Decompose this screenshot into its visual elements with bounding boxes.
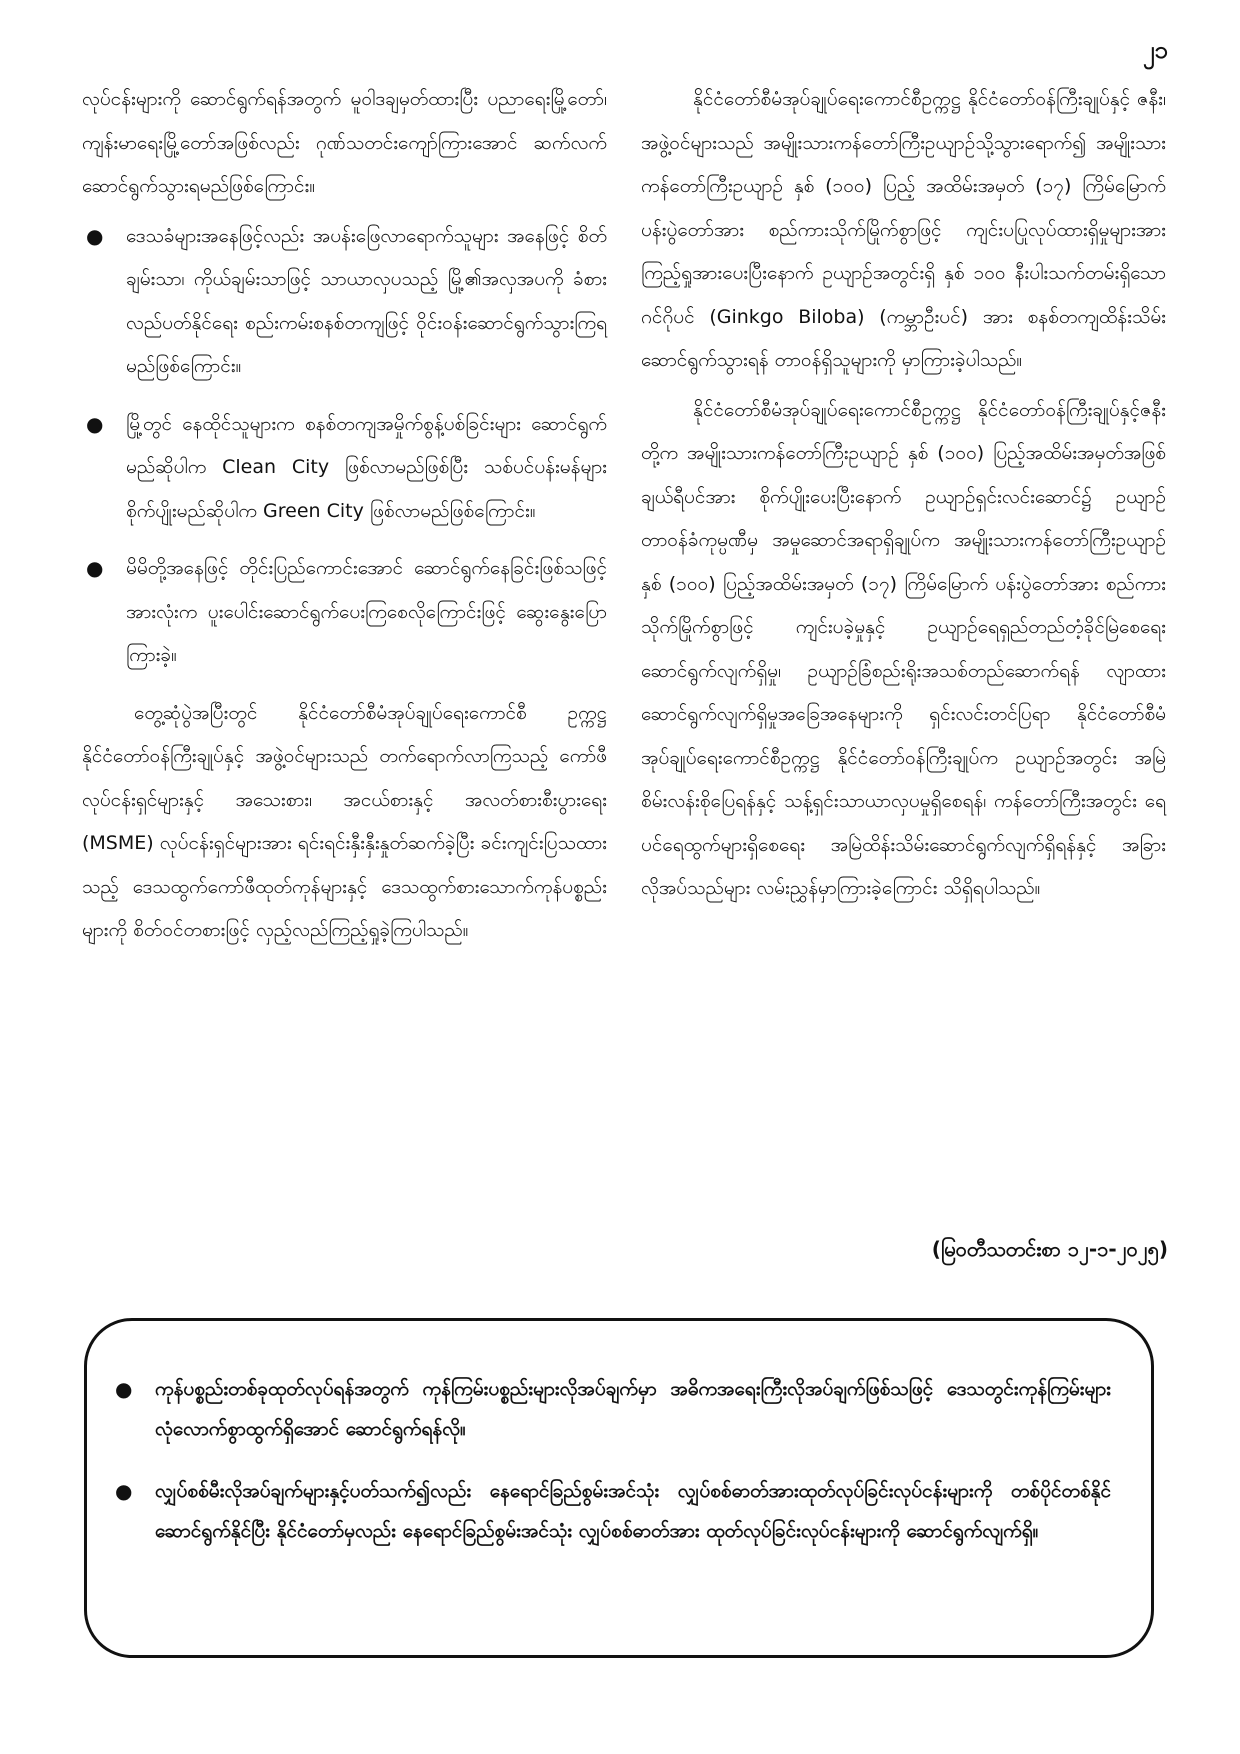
bullet-icon: ● [86, 223, 104, 248]
right-column [641, 78, 1166, 959]
source-citation: (မြဝတီသတင်းစာ ၁၂-၁-၂၀၂၅) [931, 1237, 1168, 1261]
note-bullet-list [113, 1369, 1111, 1551]
closing-paragraph: တွေ့ဆုံပွဲအပြီးတွင် နိုင်ငံတော်စီမံအုပ်ချုပ်ရေးကောင်စီ ဥက္ကဋ္ဌ နိုင်ငံတော်ဝန်ကြီးချုပ်နှင့် အဖွဲ့ဝင်များသည် တက်ရောက်လာကြသည့် ကော်ဖီလုပ်ငန်းရှင်များနှင့် အသေးစား၊ အငယ်စားနှင့် အလတ်စားစီးပွားရေး (MSME) လုပ်ငန်းရှင်များအား ရင်းရင်းနှီးနှီးနှုတ်ဆက်ခဲ့ပြီး ခင်းကျင်းပြသထားသည့် ဒေသထွက်ကော်ဖီထုတ်ကုန်များနှင့် ဒေသထွက်စားသောက်ကုန်ပစ္စည်းများကို စိတ်ဝင်တစားဖြင့် လှည့်လည်ကြည့်ရှုခဲ့ကြပါသည်။ [82, 701, 607, 941]
list-item-text: လျှပ်စစ်မီးလိုအပ်ချက်များနှင့်ပတ်သက်၍လည်း နေရောင်ခြည်စွမ်းအင်သုံး လျှပ်စစ်ဓာတ်အားထုတ်လုပ်ခြင်းလုပ်ငန်းများကို တစ်ပိုင်တစ်နိုင်ဆောင်ရွက်နိုင်ပြီး နိုင်ငံတော်မှလည်း နေရောင်ခြည်စွမ်းအင်သုံး လျှပ်စစ်ဓာတ်အား ထုတ်လုပ်ခြင်းလုပ်ငန်းများကို ဆောင်ရွက်လျက်ရှိ။ [155, 1480, 1111, 1542]
left-bullet-list [82, 215, 607, 678]
list-item-text: ဒေသခံများအနေဖြင့်လည်း အပန်းဖြေလာရောက်သူများ အနေဖြင့် စိတ်ချမ်းသာ၊ ကိုယ်ချမ်းသာဖြင့် သာယာလှပသည့် မြို့၏အလှအပကို ခံစားလည်ပတ်နိုင်ရေး စည်းကမ်းစနစ်တကျဖြင့် ဝိုင်းဝန်းဆောင်ရွက်သွားကြရမည်ဖြစ်ကြောင်း။ [126, 224, 607, 377]
left-column [82, 78, 607, 959]
list-item-text: မိမိတို့အနေဖြင့် တိုင်းပြည်ကောင်းအောင် ဆောင်ရွက်နေခြင်းဖြစ်သဖြင့် အားလုံးက ပူးပေါင်းဆောင်ရွက်ပေးကြစေလိုကြောင်းဖြင့် ဆွေးနွေးပြောကြားခဲ့။ [126, 557, 607, 666]
bullet-icon: ● [86, 556, 104, 580]
page-number: ၂၁ [1142, 36, 1168, 64]
list-item-text: မြို့တွင် နေထိုင်သူများက စနစ်တကျအမှိုက်စွန့်ပစ်ခြင်းများ ဆောင်ရွက်မည်ဆိုပါက Clean City ဖြစ်လာမည်ဖြစ်ပြီး သစ်ပင်ပန်းမန်များစိုက်ပျိုးမည်ဆိုပါက Green City ဖြစ်လာမည်ဖြစ်ကြောင်း။ [126, 412, 607, 522]
bullet-icon: ● [86, 411, 104, 436]
list-item [82, 547, 607, 678]
list-item [82, 403, 607, 534]
list-item-text: ကုန်ပစ္စည်းတစ်ခုထုတ်လုပ်ရန်အတွက် ကုန်ကြမ်းပစ္စည်းများလိုအပ်ချက်မှာ အဓိကအရေးကြီးလိုအပ်ချက်ဖြစ်သဖြင့် ဒေသတွင်းကုန်ကြမ်းများ လုံလောက်စွာထွက်ရှိအောင် ဆောင်ရွက်ရန်လို။ [155, 1378, 1111, 1440]
note-box [84, 1318, 1154, 1658]
paragraph: နိုင်ငံတော်စီမံအုပ်ချုပ်ရေးကောင်စီဥက္ကဋ္ဌ နိုင်ငံတော်ဝန်ကြီးချုပ်နှင့် ဇနီး၊ အဖွဲ့ဝင်များသည် အမျိုးသားကန်တော်ကြီးဥယျာဉ်သို့သွားရောက်၍ အမျိုးသားကန်တော်ကြီးဥယျာဉ် နှစ် (၁၀၀) ပြည့် အထိမ်းအမှတ် (၁၇) ကြိမ်မြောက် ပန်းပွဲတော်အား စည်ကားသိုက်မြိုက်စွာဖြင့် ကျင်းပပြုလုပ်ထားရှိမှုများအား ကြည့်ရှုအားပေးပြီးနောက် ဥယျာဉ်အတွင်းရှိ နှစ် ၁၀၀ နီးပါးသက်တမ်းရှိသော ဂင်ဂိုပင် (Ginkgo Biloba) (ကမ္ဘာဦးပင်) အား စနစ်တကျထိန်းသိမ်းဆောင်ရွက်သွားရန် တာဝန်ရှိသူများကို မှာကြားခဲ့ပါသည်။ [641, 88, 1166, 371]
list-item [113, 1369, 1111, 1449]
paragraph: နိုင်ငံတော်စီမံအုပ်ချုပ်ရေးကောင်စီဥက္ကဋ္ဌ နိုင်ငံတော်ဝန်ကြီးချုပ်နှင့်ဇနီးတို့က အမျိုးသားကန်တော်ကြီးဥယျာဉ် နှစ် (၁၀၀) ပြည့်အထိမ်းအမှတ်အဖြစ် ချယ်ရီပင်အား စိုက်ပျိုးပေးပြီးနောက် ဥယျာဉ်ရှင်းလင်းဆောင်၌ ဥယျာဉ်တာဝန်ခံကုမ္ပဏီမှ အမှုဆောင်အရာရှိချုပ်က အမျိုးသားကန်တော်ကြီးဥယျာဉ် နှစ် (၁၀၀) ပြည့်အထိမ်းအမှတ် (၁၇) ကြိမ်မြောက် ပန်းပွဲတော်အား စည်ကားသိုက်မြိုက်စွာဖြင့် ကျင်းပခဲ့မှုနှင့် ဥယျာဉ်ရေရှည်တည်တံ့ခိုင်မြဲစေရေး ဆောင်ရွက်လျက်ရှိမှု၊ ဥယျာဉ်ခြံစည်းရိုးအသစ်တည်ဆောက်ရန် လျာထားဆောင်ရွက်လျက်ရှိမှုအခြေအနေများကို ရှင်းလင်းတင်ပြရာ နိုင်ငံတော်စီမံအုပ်ချုပ်ရေးကောင်စီဥက္ကဋ္ဌ နိုင်ငံတော်ဝန်ကြီးချုပ်က ဥယျာဉ်အတွင်း အမြဲစိမ်းလန်းစိုပြေရန်နှင့် သန့်ရှင်းသာယာလှပမှုရှိစေရန်၊ ကန်တော်ကြီးအတွင်း ရေပင်ရေထွက်များရှိစေရေး အမြဲထိန်းသိမ်းဆောင်ရွက်လျက်ရှိရန်နှင့် အခြားလိုအပ်သည်များ လမ်းညွှန်မှာကြားခဲ့ကြောင်း သိရှိရပါသည်။ [641, 398, 1166, 899]
list-item [82, 215, 607, 389]
list-item [113, 1471, 1111, 1551]
bullet-icon: ● [115, 1377, 133, 1401]
intro-paragraph: လုပ်ငန်းများကို ဆောင်ရွက်ရန်အတွက် မူဝါဒချမှတ်ထားပြီး ပညာရေးမြို့တော်၊ ကျန်းမာရေးမြို့တော်အဖြစ်လည်း ဂုဏ်သတင်းကျော်ကြားအောင် ဆက်လက်ဆောင်ရွက်သွားရမည်ဖြစ်ကြောင်း။ [82, 88, 607, 197]
article-columns [82, 78, 1166, 959]
bullet-icon: ● [115, 1479, 133, 1503]
